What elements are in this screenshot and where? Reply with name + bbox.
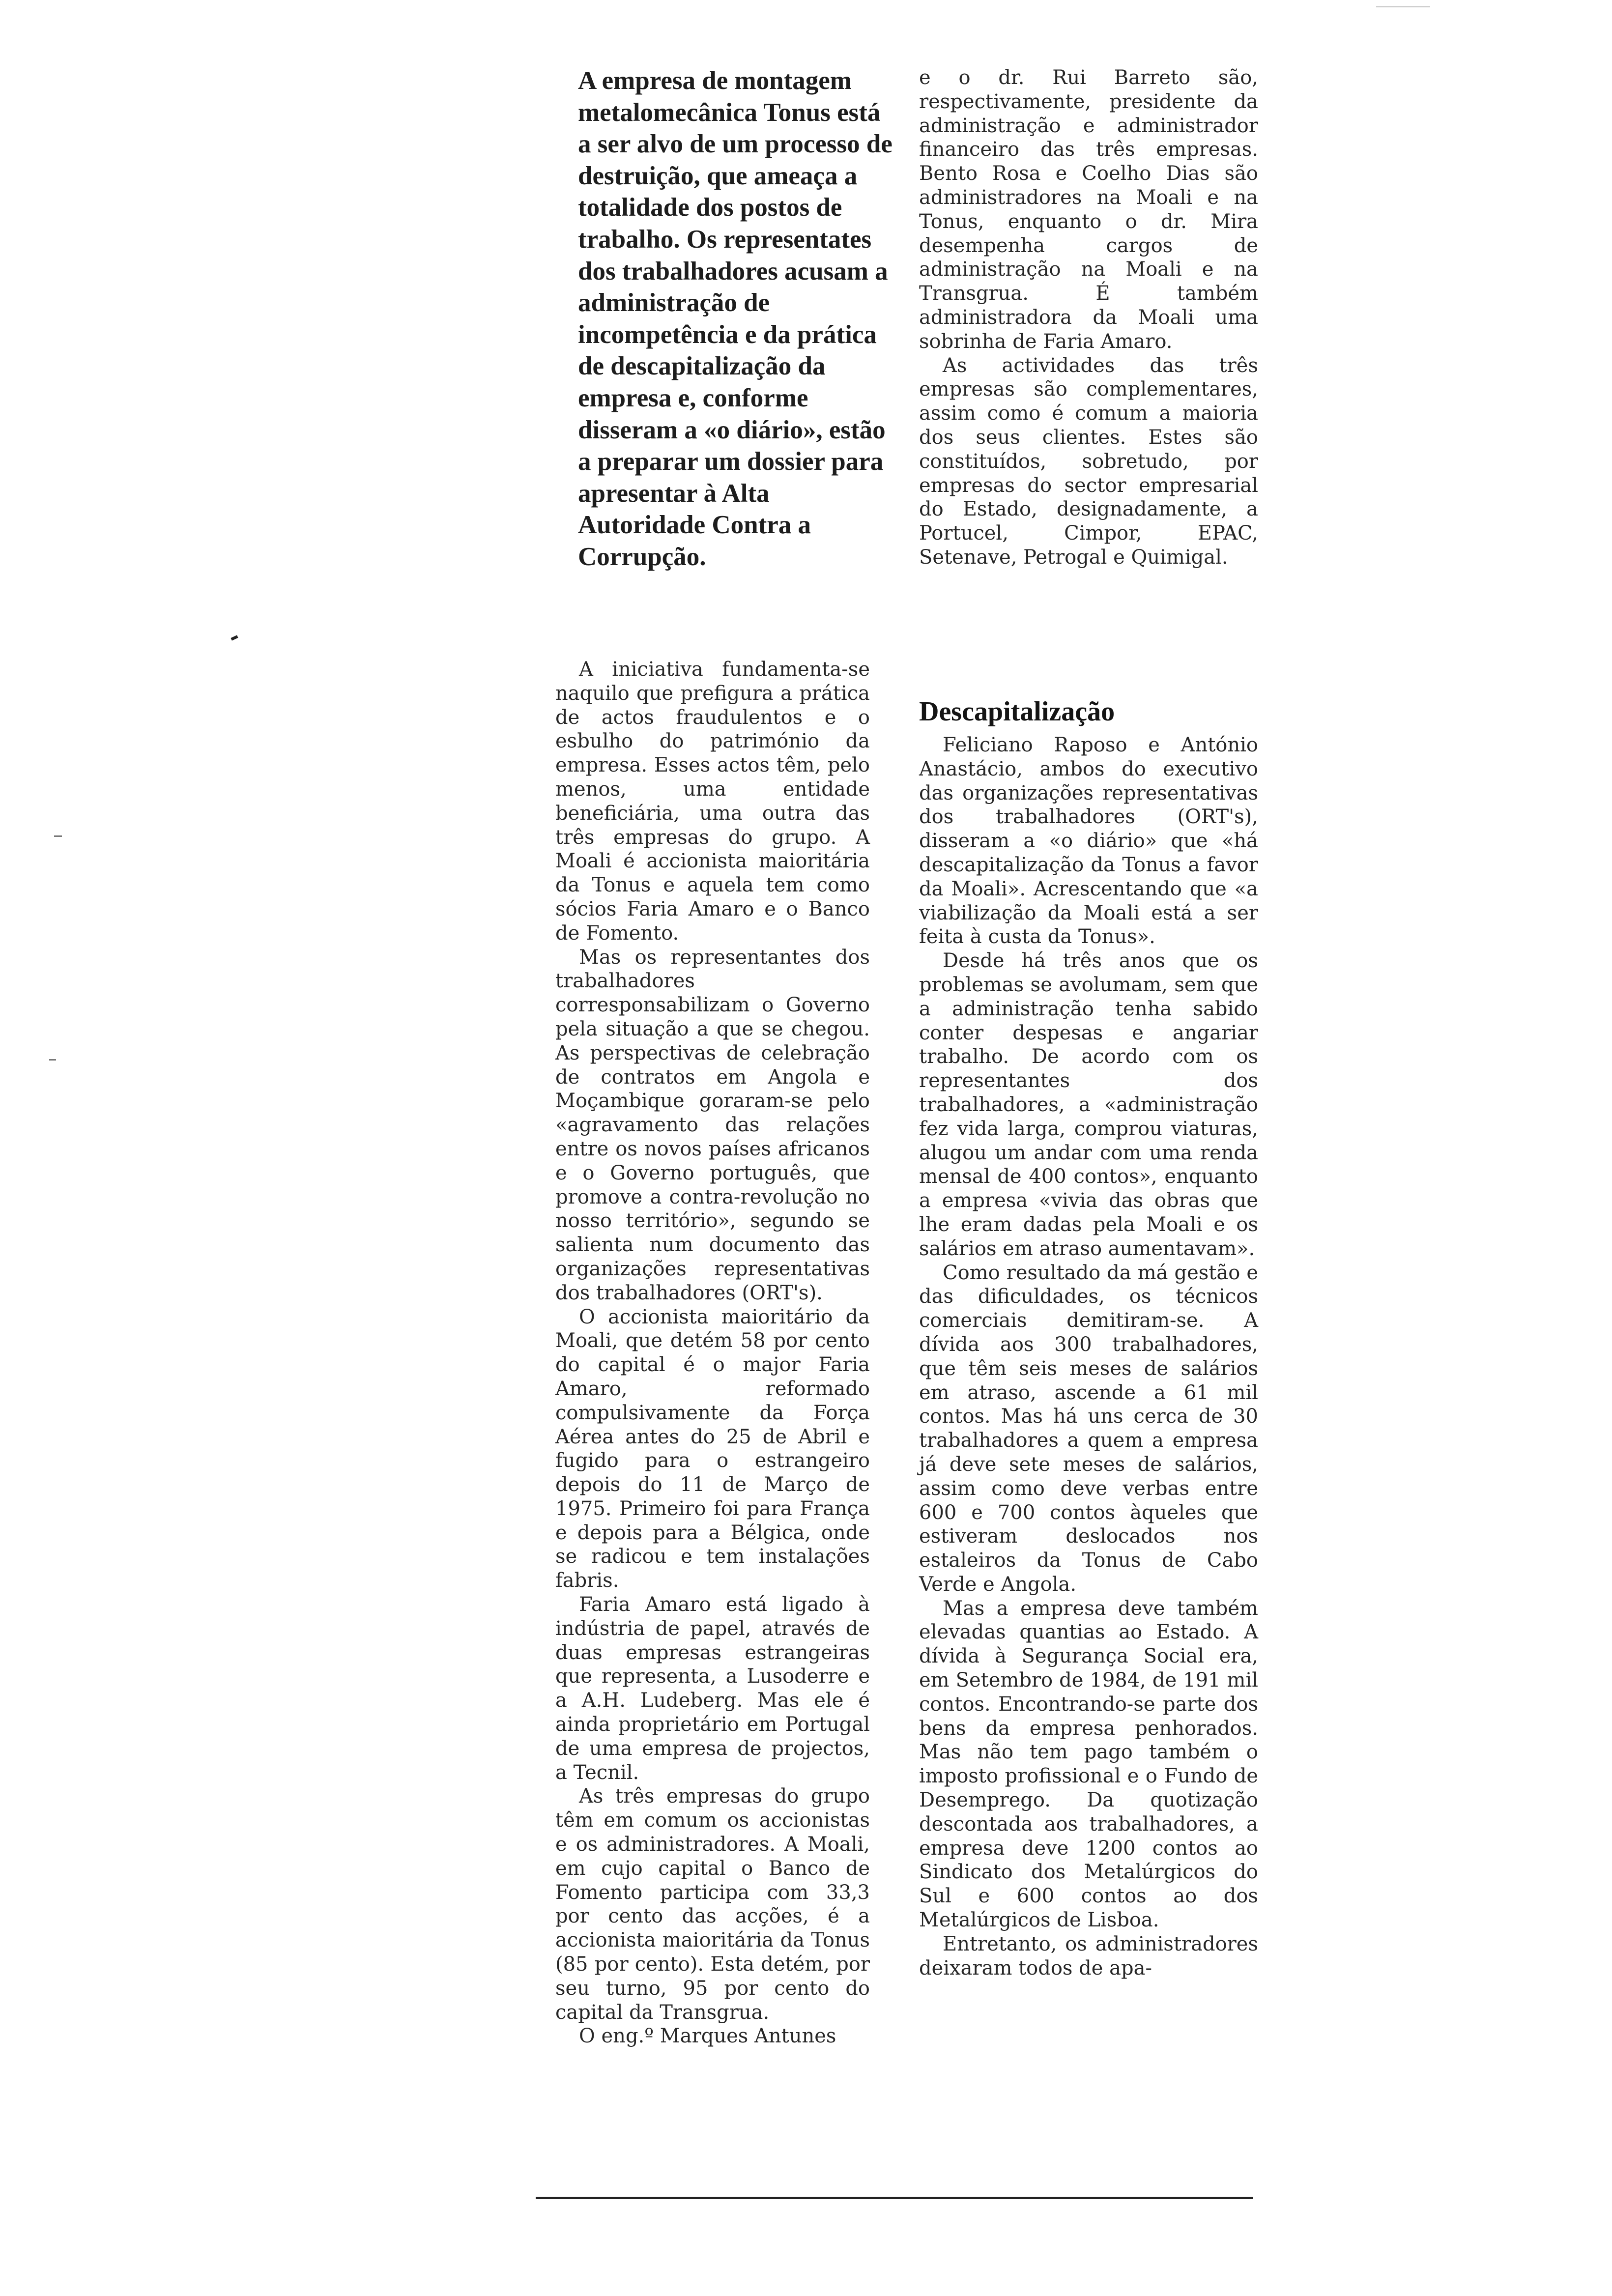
- paragraph: Como resultado da má gestão e das dificuldades, os técnicos comerciais demitiram-se. A dívida aos 300 trabalhadores, que têm seis meses de salários em atraso, ascende a 61 mil contos. Mas há uns cerca de 30 trabalhadores a quem a empresa já deve sete meses de salários, assim como deve verbas entre 600 e 700 contos àqueles que estiveram deslocados nos estaleiros da Tonus de Cabo Verde e Angola.: [919, 1261, 1258, 1596]
- scan-speck: [54, 835, 62, 837]
- bottom-rule: [536, 2197, 1253, 2199]
- paragraph: Mas a empresa deve também elevadas quantias ao Estado. A dívida à Segurança Social era, em Setembro de 1984, de 191 mil contos. Encontrando-se parte dos bens da empresa penhorados. Mas não tem pago também o imposto profissional e o Fundo de Desemprego. Da quotização descontada aos trabalhadores, a empresa deve 1200 contos ao Sindicato dos Metalúrgicos do Sul e 600 contos ao dos Metalúrgicos de Lisboa.: [919, 1597, 1258, 1932]
- scan-speck: [49, 1059, 56, 1061]
- section-subheading: Descapitalização: [919, 696, 1115, 727]
- article-column-left: [555, 658, 870, 2048]
- paragraph: Faria Amaro está ligado à indústria de papel, através de duas empresas estrangeiras que representa, a Lusoderre e a A.H. Ludeberg. Mas ele é ainda proprietário em Portugal de uma empresa de projectos, a Tecnil.: [555, 1593, 870, 1784]
- paragraph: A iniciativa fundamenta-se naquilo que prefigura a prática de actos fraudulentos e o esbulho do património da empresa. Esses actos têm, pelo menos, uma entidade beneficiária, uma outra das três empresas do grupo. A Moali é accionista maioritária da Tonus e aquela tem como sócios Faria Amaro e o Banco de Fomento.: [555, 658, 870, 945]
- article-column-right-top: [919, 66, 1258, 570]
- paragraph: Mas os representantes dos trabalhadores corresponsabilizam o Governo pela situação a que se chegou. As perspectivas de celebração de contratos em Angola e Moçambique goraram-se pelo «agravamento das relações entre os novos países africanos e o Governo português, que promove a contra-revolução no nosso território», segundo se salienta num documento das organizações representativas dos trabalhadores (ORT's).: [555, 946, 870, 1304]
- top-edge-mark: [1376, 6, 1430, 7]
- paragraph: Feliciano Raposo e António Anastácio, ambos do executivo das organizações representativas dos trabalhadores (ORT's), disseram a «o diário» que «há descapitalização da Tonus a favor da Moali». Acrescentando que «a viabilização da Moali está a ser feita à custa da Tonus».: [919, 734, 1258, 948]
- paragraph: Entretanto, os administradores deixaram todos de apa-: [919, 1932, 1258, 1980]
- paragraph: Desde há três anos que os problemas se avolumam, sem que a administração tenha sabido conter despesas e angariar trabalho. De acordo com os representantes dos trabalhadores, a «administração fez vida larga, comprou viaturas, alugou um andar com uma renda mensal de 400 contos», enquanto a empresa «vivia das obras que lhe eram dadas pela Moali e os salários em atraso aumentavam».: [919, 949, 1258, 1260]
- paragraph: As três empresas do grupo têm em comum os accionistas e os administradores. A Moali, em cujo capital o Banco de Fomento participa com 33,3 por cento das acções, é a accionista maioritária da Tonus (85 por cento). Esta detém, por seu turno, 95 por cento do capital da Transgrua.: [555, 1785, 870, 2024]
- paragraph: O accionista maioritário da Moali, que detém 58 por cento do capital é o major Faria Amaro, reformado compulsivamente da Força Aérea antes do 25 de Abril e fugido para o estrangeiro depois do 11 de Março de 1975. Primeiro foi para França e depois para a Bélgica, onde se radicou e tem instalações fabris.: [555, 1305, 870, 1592]
- scan-speck: [230, 635, 238, 640]
- paragraph: O eng.º Marques Antunes: [579, 2025, 836, 2048]
- paragraph: As actividades das três empresas são complementares, assim como é comum a maioria dos seus clientes. Estes são constituídos, sobretudo, por empresas do sector empresarial do Estado, designadamente, a Portucel, Cimpor, EPAC, Setenave, Petrogal e Quimigal.: [919, 354, 1258, 569]
- paragraph: e o dr. Rui Barreto são, respectivamente, presidente da administração e administrador financeiro das três empresas. Bento Rosa e Coelho Dias são administradores na Moali e na Tonus, enquanto o dr. Mira desempenha cargos de administração na Moali e na Transgrua. É também administradora da Moali uma sobrinha de Faria Amaro.: [919, 66, 1258, 353]
- article-column-right-bottom: [919, 688, 1258, 1980]
- article-lead: A empresa de montagem metalomecânica Tonus está a ser alvo de um processo de destruição, que ameaça a totalidade dos postos de trabalho. Os representates dos trabalhadores acusam a administração de incompetência e da prática de descapitalização da empresa e, conforme disseram a «o diário», estão a preparar um dossier para apresentar à Alta Autoridade Contra a Corrupção.: [578, 66, 892, 571]
